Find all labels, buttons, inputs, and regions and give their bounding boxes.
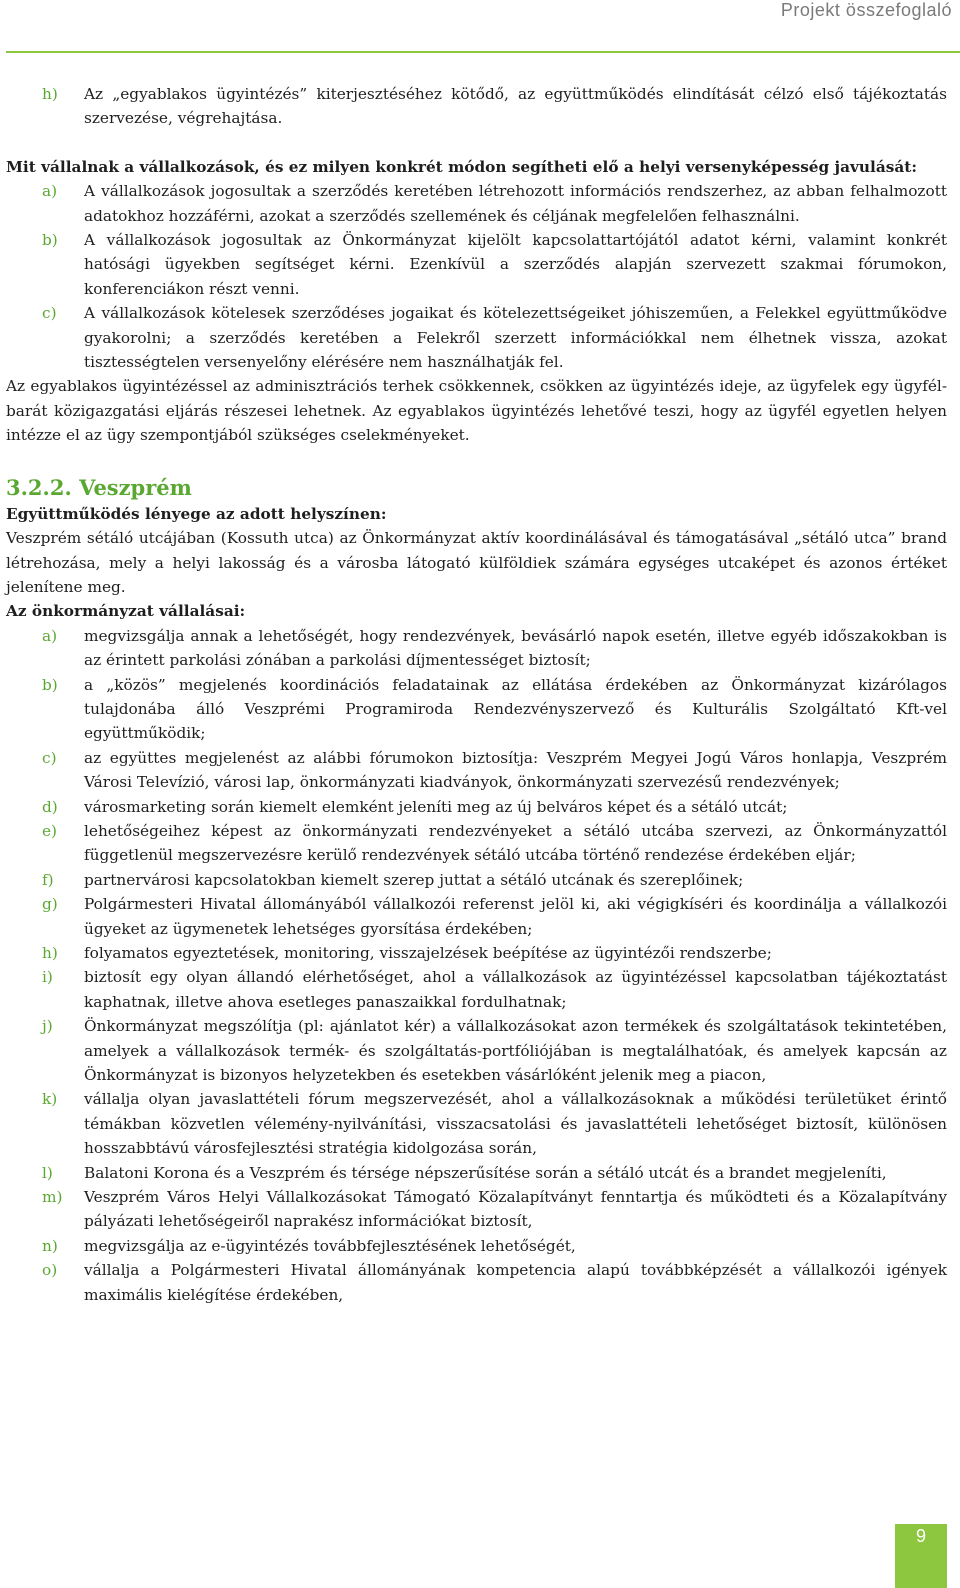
list-item — [6, 179, 947, 228]
list-marker: d) — [42, 797, 58, 816]
list-marker: m) — [42, 1188, 63, 1207]
list-item-text: a „közös” megjelenés koordinációs feladatainak az ellátása érdekében az Önkormányzat kizárólagos tulajdonába álló Veszprémi Programiroda Rendezvényszervező és Kulturális Szolgáltató Kft-vel együttműködik; — [84, 675, 947, 743]
list-item-text: A vállalkozások kötelesek szerződéses jogaikat és kötelezettségeiket jóhiszeműen, a Felekkel együttműködve gyakorolni; a szerződés keretében a Felekről szerzett információkkal nem élhetnek vissza, azokat tisztességtelen versenyelőny elérésére nem használhatják fel. — [84, 304, 947, 372]
page-content — [6, 82, 947, 1307]
list-item-text: városmarketing során kiemelt elemként jeleníti meg az új belváros képet és a sétáló utcát; — [84, 797, 788, 816]
list-marker: h) — [42, 944, 58, 962]
list-item-text: folyamatos egyeztetések, monitoring, visszajelzések beépítése az ügyintézői rendszerbe; — [84, 944, 772, 962]
list-item — [6, 795, 947, 819]
list-item — [6, 1185, 947, 1234]
list-item-text: megvizsgálja annak a lehetőségét, hogy rendezvények, bevásárló napok esetén, illetve egyéb időszakokban is az érintett parkolási zónában a parkolási díjmentességet biztosít; — [84, 626, 947, 670]
list-item — [6, 1087, 947, 1160]
list-item — [6, 673, 947, 746]
running-header: Projekt összefoglaló — [780, 0, 952, 20]
list-item-text: Polgármesteri Hivatal állományából vállalkozói referenst jelöl ki, aki végigkíséri és koordinálja a vállalkozói ügyeket az ügymenetek lehetséges gyorsítása érdekében; — [84, 895, 947, 938]
list-marker: h) — [42, 85, 58, 103]
list-marker: l) — [42, 1163, 53, 1182]
list-marker: c) — [42, 748, 57, 767]
list-item-text: A vállalkozások jogosultak a szerződés keretében létrehozott információs rendszerhez, az abban felhalmozott adatokhoz hozzáférni, azokat a szerződés szellemének és céljának megfelelően felhasználni. — [84, 182, 947, 225]
list-item-text: Önkormányzat megszólítja (pl: ajánlatot kér) a vállalkozásokat azon termékek és szolgáltatások tekintetében, amelyek a vállalkozások termék- és szolgáltatás-portfóliójában is megtalálhatóak, és amelyek kapcsán az Önkormányzat is bizonyos helyzetekben és esetekben vásárlóként jelenik meg a piacon, — [84, 1017, 947, 1085]
list-item — [6, 301, 947, 374]
companies-heading: Mit vállalnak a vállalkozások, és ez milyen konkrét módon segítheti elő a helyi versenyképesség javulását: — [6, 157, 917, 176]
list-item-text: lehetőségeihez képest az önkormányzati rendezvényeket a sétáló utcába szervezi, az Önkormányzattól függetlenül megszervezésre kerülő rendezvények sétáló utcába történő rendezése érdekében eljár; — [84, 821, 947, 865]
list-item — [6, 1258, 947, 1307]
list-item — [6, 892, 947, 941]
list-item-text: vállalja a Polgármesteri Hivatal állományának kompetencia alapú továbbképzését a vállalkozói igények maximális kielégítése érdekében, — [84, 1261, 947, 1304]
list-item — [6, 819, 947, 868]
list-marker: o) — [42, 1261, 58, 1280]
list-marker: c) — [42, 304, 57, 323]
list-marker: i) — [42, 968, 53, 987]
list-marker: b) — [42, 231, 58, 250]
section-subheading: Együttműködés lényege az adott helyszínen: — [6, 504, 387, 523]
list-item — [6, 1234, 947, 1258]
list-marker: g) — [42, 895, 58, 914]
page-number: 9 — [895, 1524, 947, 1588]
list-item — [6, 1014, 947, 1087]
list-item — [6, 228, 947, 301]
list-marker: a) — [42, 182, 58, 201]
header-rule — [6, 51, 960, 53]
list-item — [6, 941, 947, 965]
list-marker: b) — [42, 675, 58, 694]
section-paragraph: Veszprém sétáló utcájában (Kossuth utca) az Önkormányzat aktív koordinálásával és támogatásával „sétáló utca” brand létrehozása, mely a helyi lakosság és a városba látogató külföldiek számára egységes utcaképet és azonos értéket jelenítene meg. — [6, 529, 947, 596]
list-marker: f) — [42, 870, 54, 889]
list-marker: a) — [42, 626, 58, 645]
list-marker: k) — [42, 1090, 58, 1109]
list-item-text: megvizsgálja az e-ügyintézés továbbfejlesztésének lehetőségét, — [84, 1236, 576, 1255]
companies-list — [6, 179, 947, 374]
list-item-text: A vállalkozások jogosultak az Önkormányzat kijelölt kapcsolattartójától adatot kérni, valamint konkrét hatósági ügyekben segítséget kérni. Ezenkívül a szerződés alapján szervezett szakmai fórumokon, konferenciákon részt venni. — [84, 231, 947, 298]
list-item — [6, 624, 947, 673]
list-marker: e) — [42, 821, 58, 840]
list-marker: j) — [42, 1017, 53, 1036]
list-item — [6, 746, 947, 795]
list-item — [6, 965, 947, 1014]
commitments-heading: Az önkormányzat vállalásai: — [6, 602, 246, 621]
list-item-text: vállalja olyan javaslattételi fórum megszervezését, ahol a vállalkozásoknak a működési területüket érintő témákban közvetlen vélemény-nyilvánítási, visszacsatolási és javaslattételi lehetőséget biztosít, különösen hosszabbtávú városfejlesztési stratégia kidolgozása során, — [84, 1090, 947, 1158]
summary-paragraph: Az egyablakos ügyintézéssel az adminisztrációs terhek csökkennek, csökken az ügyintézés ideje, az ügyfelek egy ügyfél-barát közigazgatási eljárás részesei lehetnek. Az egyablakos ügyintézés lehetővé teszi, hogy az ügyfél egyetlen helyen intézze el az ügy szempontjából szükséges cselekményeket. — [6, 377, 947, 445]
list-item — [6, 82, 947, 131]
section-title: 3.2.2. Veszprém — [6, 474, 192, 500]
list-item-text: Az „egyablakos ügyintézés” kiterjesztéséhez kötődő, az együttműködés elindítását célzó első tájékoztatás szervezése, végrehajtása. — [84, 85, 947, 128]
list-item-text: az együttes megjelenést az alábbi fórumokon biztosítja: Veszprém Megyei Jogú Város honlapja, Veszprém Városi Televízió, városi lap, önkormányzati kiadványok, önkormányzati szervezésű rendezvények; — [84, 748, 947, 792]
list-item — [6, 868, 947, 892]
list-item-text: Veszprém Város Helyi Vállalkozásokat Támogató Közalapítványt fenntartja és működteti és a Közalapítvány pályázati lehetőségeiről naprakész információkat biztosít, — [84, 1188, 947, 1231]
commitments-list — [6, 624, 947, 1307]
list-item-text: biztosít egy olyan állandó elérhetőséget, ahol a vállalkozások az ügyintézéssel kapcsolatban tájékoztatást kaphatnak, illetve ahova esetleges panaszaikkal fordulhatnak; — [84, 968, 947, 1011]
list-item — [6, 1161, 947, 1185]
list-marker: n) — [42, 1236, 58, 1255]
intro-list — [6, 82, 947, 131]
list-item-text: partnervárosi kapcsolatokban kiemelt szerep juttat a sétáló utcának és szereplőinek; — [84, 870, 744, 889]
list-item-text: Balatoni Korona és a Veszprém és térsége népszerűsítése során a sétáló utcát és a brandet megjeleníti, — [84, 1163, 887, 1182]
